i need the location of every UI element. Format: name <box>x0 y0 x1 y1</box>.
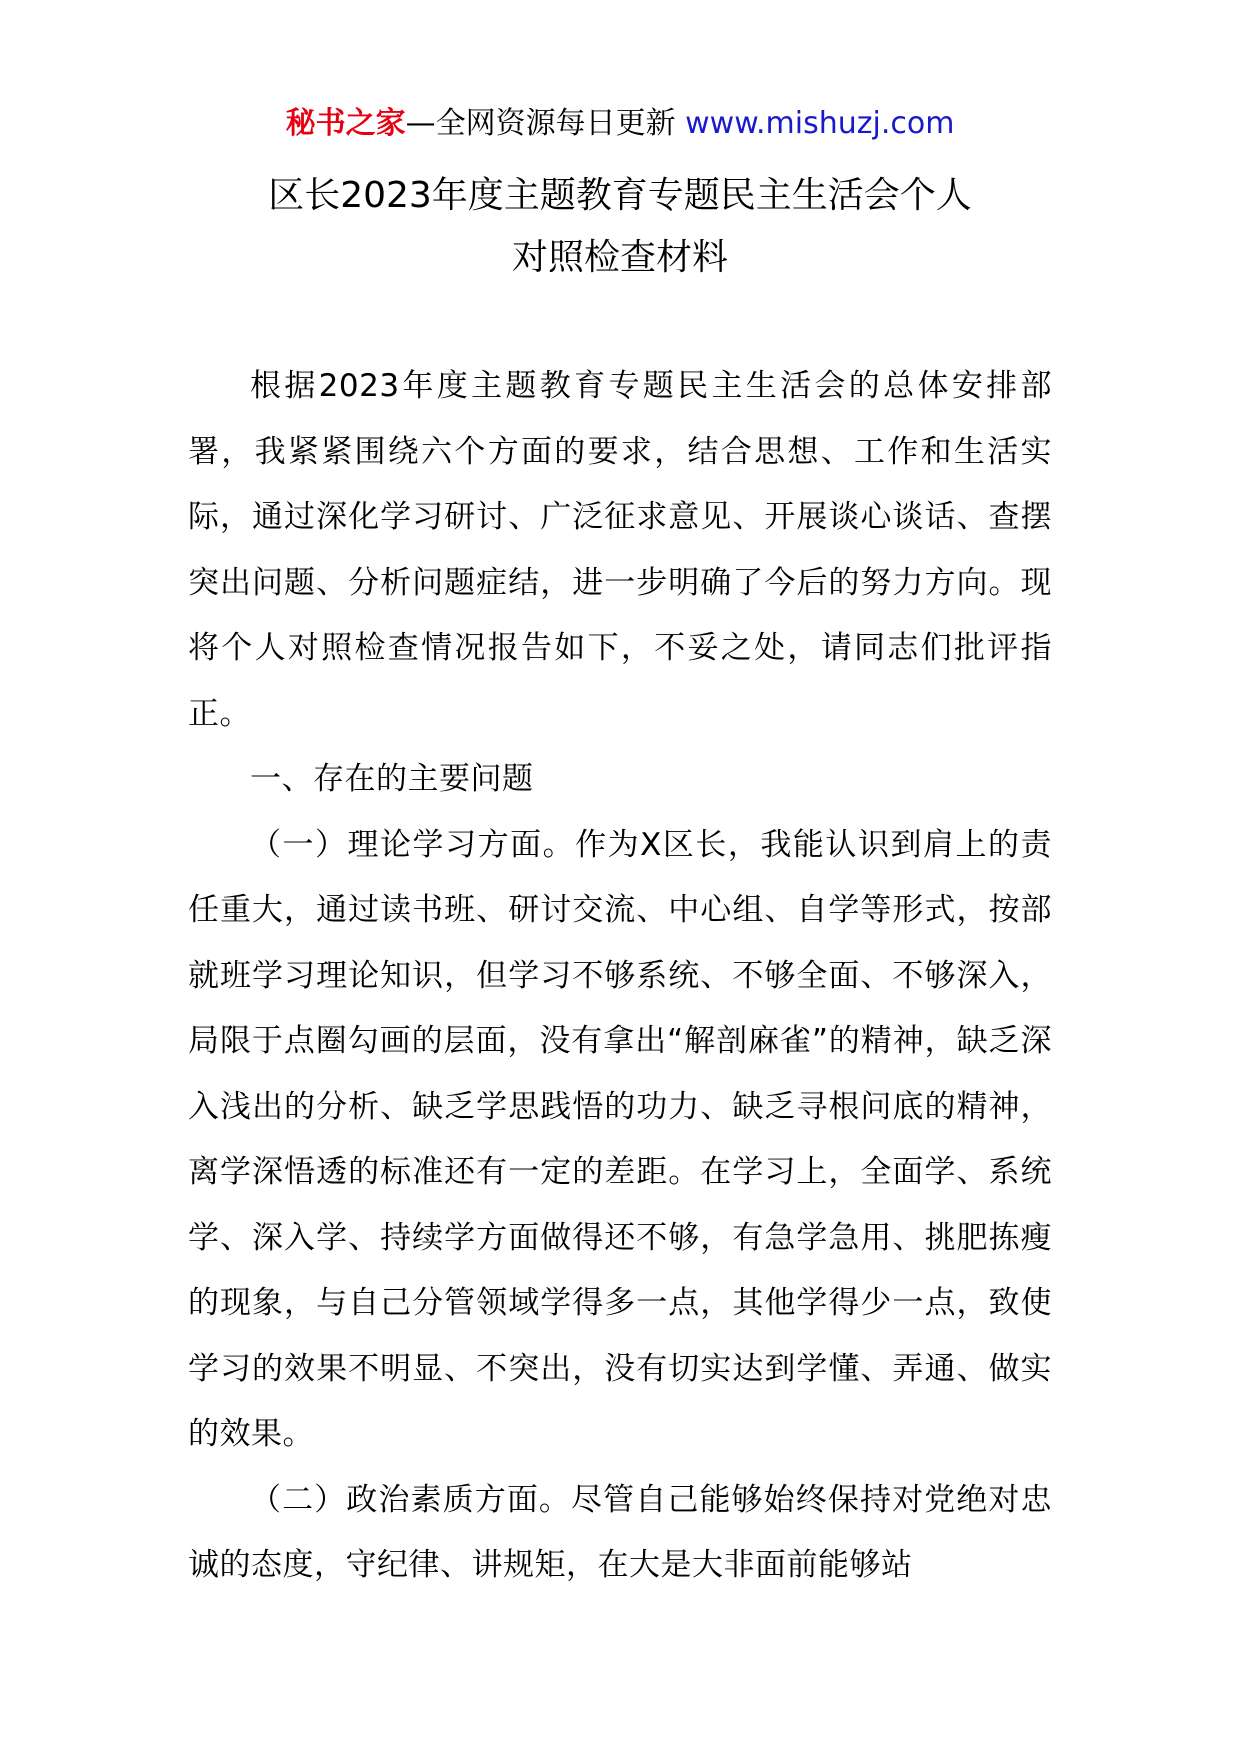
header-slogan: —全网资源每日更新 <box>405 106 686 141</box>
title-line-1: 区长2023年度主题教育专题民主生活会个人 <box>268 175 972 216</box>
paragraph-theory-study: （一）理论学习方面。作为X区长，我能认识到肩上的责任重大，通过读书班、研讨交流、中心组、自学等形式，按部就班学习理论知识，但学习不够系统、不够全面、不够深入，局限于点圈勾画的层面，没有拿出“解剖麻雀”的精神，缺乏深入浅出的分析、缺乏学思践悟的功力、缺乏寻根问底的精神，离学深悟透的标准还有一定的差距。在学习上，全面学、系统学、深入学、持续学方面做得还不够，有急学急用、挑肥拣瘦的现象，与自己分管领域学得多一点，其他学得少一点，致使学习的效果不明显、不突出，没有切实达到学懂、弄通、做实的效果。 <box>188 826 1052 1452</box>
section-heading: 一、存在的主要问题 <box>250 761 534 797</box>
document-body <box>188 354 1052 1599</box>
brand-name: 秘书之家 <box>285 106 406 141</box>
paragraph-political-quality: （二）政治素质方面。尽管自己能够始终保持对党绝对忠诚的态度，守纪律、讲规矩，在大是大非面前能够站 <box>188 1481 1052 1583</box>
document-title <box>0 165 1240 289</box>
title-line-2: 对照检查材料 <box>511 237 728 278</box>
site-url-link[interactable]: www.mishuzj.com <box>685 106 955 141</box>
intro-paragraph: 根据2023年度主题教育专题民主生活会的总体安排部署，我紧紧围绕六个方面的要求，结合思想、工作和生活实际，通过深化学习研讨、广泛征求意见、开展谈心谈话、查摆突出问题、分析问题症结，进一步明确了今后的努力方向。现将个人对照检查情况报告如下，不妥之处，请同志们批评指正。 <box>188 368 1052 732</box>
site-header <box>0 104 1240 144</box>
